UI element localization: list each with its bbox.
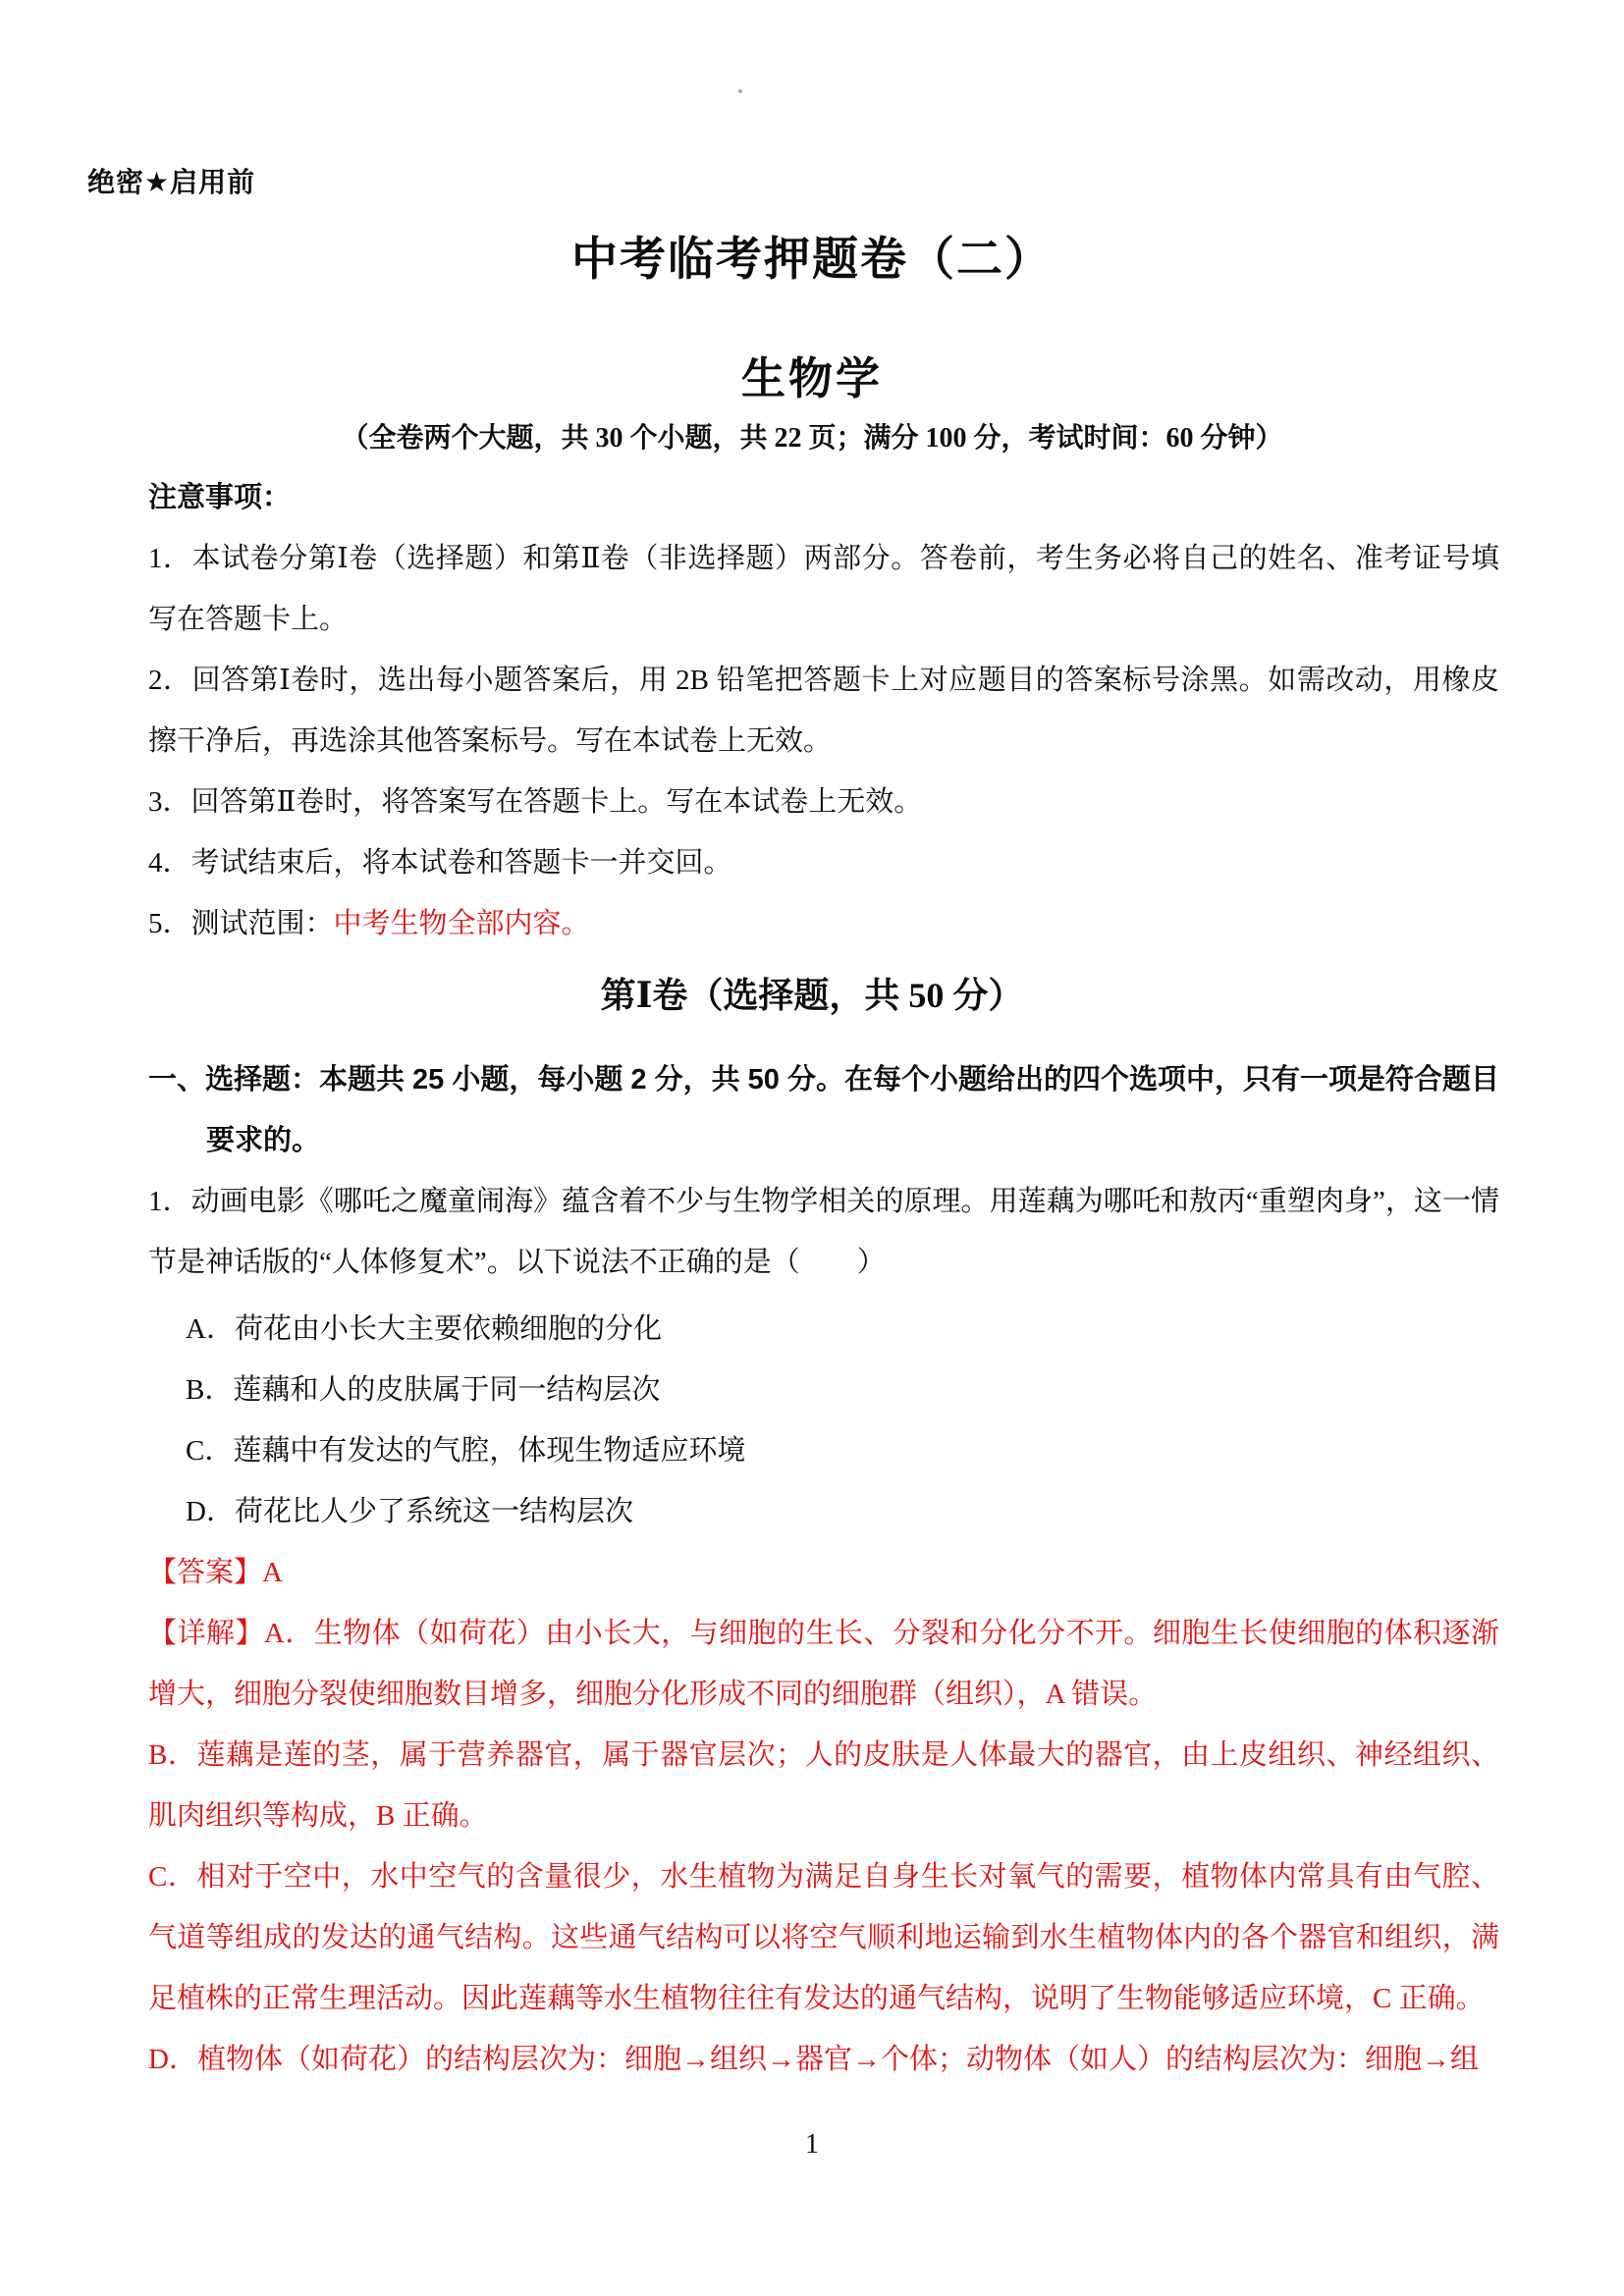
notice-item-4: 4．考试结束后，将本试卷和答题卡一并交回。 (148, 847, 732, 879)
option-d: D．荷花比人少了系统这一结构层次 (186, 1496, 633, 1527)
page-title: 中考临考押题卷（二） (571, 233, 1053, 285)
analysis-paragraph-b: B．莲藕是莲的茎，属于营养器官，属于器官层次；人的皮肤是人体最大的器官，由上皮组织、神经组织、肌肉组织等构成，B 正确。 (148, 1739, 1499, 1832)
notice-item-3: 3．回答第Ⅱ卷时，将答案写在答题卡上。写在本试卷上无效。 (148, 786, 923, 818)
notice-item-5-scope: 中考生物全部内容。 (333, 908, 590, 939)
section-1-heading: 第Ⅰ卷（选择题，共 50 分） (600, 976, 1024, 1015)
analysis-paragraph-a: 【详解】A．生物体（如荷花）由小长大，与细胞的生长、分裂和分化分不开。细胞生长使细胞的体积逐渐增大，细胞分裂使细胞数目增多，细胞分化形成不同的细胞群（组织），A 错误。 (148, 1618, 1499, 1710)
classification-label: 绝密★启用前 (87, 167, 256, 197)
answer-line (148, 1542, 1499, 1603)
notice-section (148, 467, 1499, 954)
exam-info-line: （全卷两个大题，共 30 个小题，共 22 页；满分 100 分，考试时间：60 分钟） (341, 423, 1283, 454)
scan-artifact-dot (738, 89, 742, 93)
analysis-paragraph-d: D．植物体（如荷花）的结构层次为：细胞→组织→器官→个体；动物体（如人）的结构层次为：细胞→组 (148, 2044, 1479, 2075)
option-c: C．莲藕中有发达的气腔，体现生物适应环境 (186, 1435, 746, 1467)
notice-item-1: 1．本试卷分第Ⅰ卷（选择题）和第Ⅱ卷（非选择题）两部分。答卷前，考生务必将自己的姓名、准考证号填写在答题卡上。 (148, 543, 1499, 635)
page-number: 1 (805, 2129, 819, 2160)
notice-item-5 (148, 893, 1499, 954)
answer-label: 【答案】 (148, 1557, 263, 1588)
question-1-stem: 1．动画电影《哪吒之魔童闹海》蕴含着不少与生物学相关的原理。用莲藕为哪吒和敖丙“重塑肉身”，这一情节是神话版的“人体修复术”。以下说法不正确的是（ ） (148, 1186, 1499, 1278)
question-1-options (148, 1299, 1499, 1542)
analysis-paragraph-c: C．相对于空中，水中空气的含量很少，水生植物为满足自身生长对氧气的需要，植物体内常具有由气腔、气道等组成的发达的通气结构。这些通气结构可以将空气顺利地运输到水生植物体内的各个器官和组织，满足植株的正常生理活动。因此莲藕等水生植物往往有发达的通气结构，说明了生物能够适应环境，C 正确。 (148, 1861, 1499, 2014)
notice-heading: 注意事项： (148, 482, 292, 513)
answer-value: A (262, 1557, 283, 1588)
main-content (148, 1049, 1499, 2090)
option-b: B．莲藕和人的皮肤属于同一结构层次 (186, 1374, 661, 1406)
option-a: A．荷花由小长大主要依赖细胞的分化 (186, 1313, 662, 1345)
notice-item-5-prefix: 5．测试范围： (148, 908, 334, 939)
multiple-choice-intro: 一、选择题：本题共 25 小题，每小题 2 分，共 50 分。在每个小题给出的四个选项中，只有一项是符合题目要求的。 (148, 1064, 1499, 1156)
subject-title: 生物学 (740, 353, 883, 403)
notice-item-2: 2．回答第Ⅰ卷时，选出每小题答案后，用 2B 铅笔把答题卡上对应题目的答案标号涂黑。如需改动，用橡皮擦干净后，再选涂其他答案标号。写在本试卷上无效。 (148, 665, 1499, 757)
